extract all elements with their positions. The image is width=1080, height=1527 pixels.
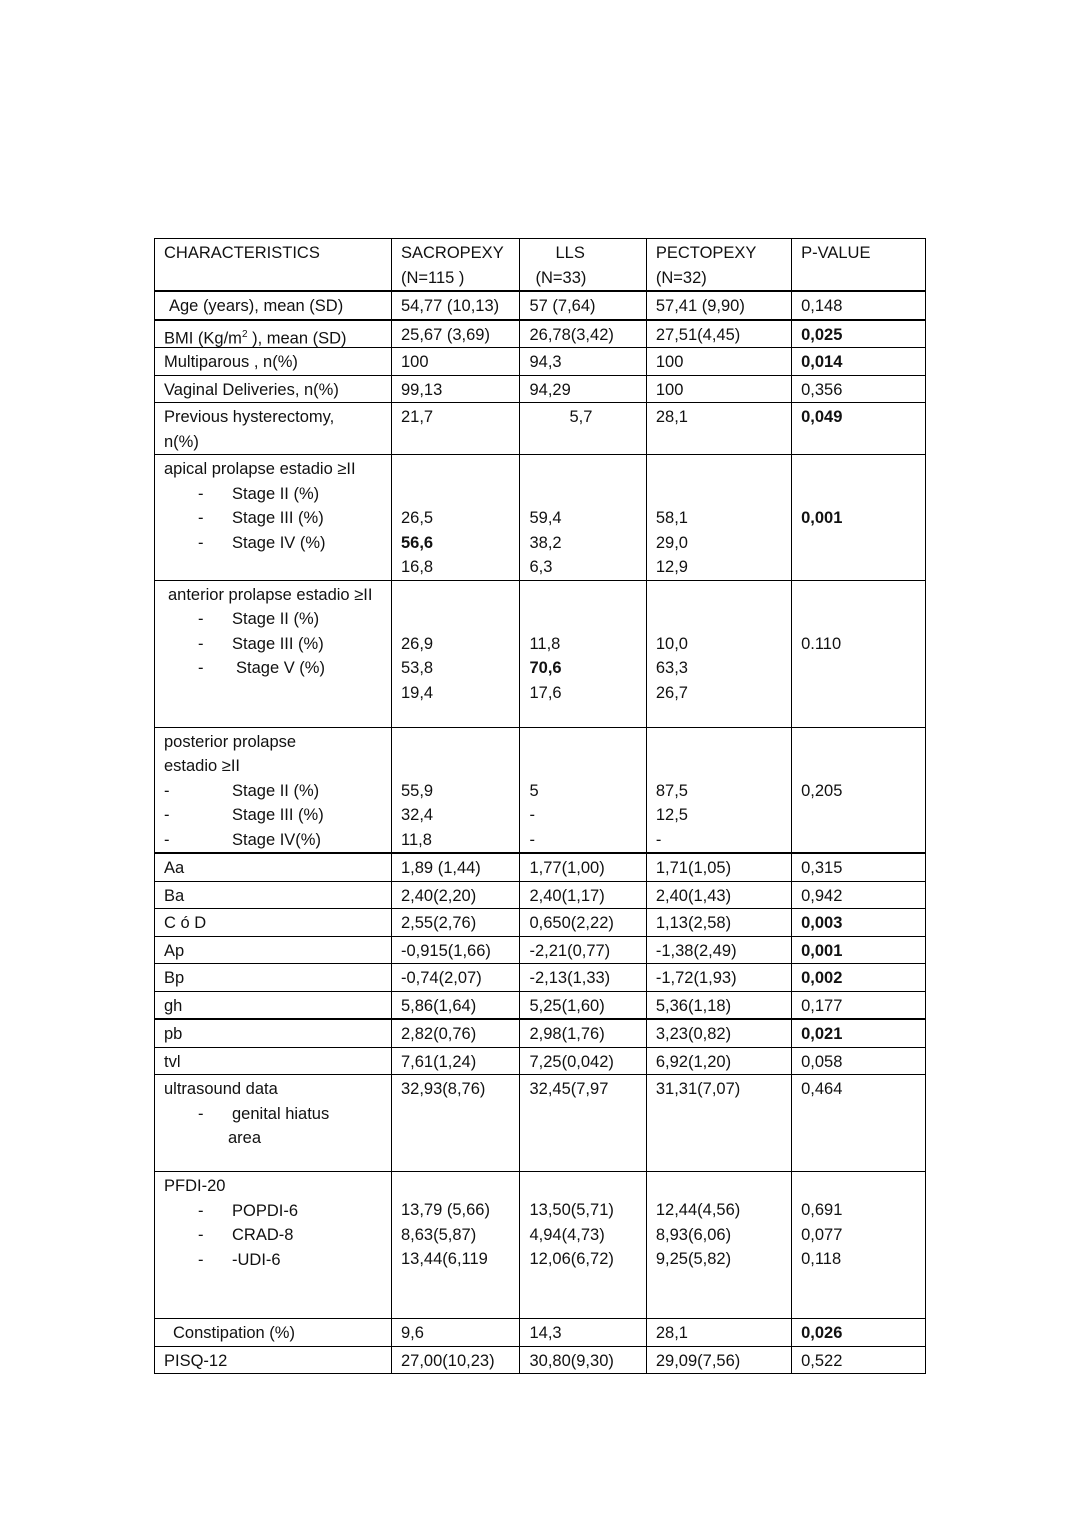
header-lls: LLS (N=33) bbox=[520, 239, 646, 292]
header-pvalue: P-VALUE bbox=[792, 239, 926, 292]
header-characteristics: CHARACTERISTICS bbox=[155, 239, 392, 292]
table-row: tvl 7,61(1,24) 7,25(0,042) 6,92(1,20) 0,058 bbox=[155, 1047, 926, 1075]
table-row-ultrasound: ultrasound data - genital hiatus area 32,93(8,76) 32,45(7,97 31,31(7,07) 0,464 bbox=[155, 1075, 926, 1172]
table-row-posterior: posterior prolapse estadio ≥II - Stage II (%) - Stage III (%) - Stage IV(%) 55,9 32,4 11,8 5 - - 87,5 12,5 - 0,205 bbox=[155, 727, 926, 853]
table-row: Ba 2,40(2,20) 2,40(1,17) 2,40(1,43) 0,942 bbox=[155, 881, 926, 909]
table-row-pfdi: PFDI-20 - POPDI-6 - CRAD-8 - -UDI-6 13,79 (5,66) 8,63(5,87) 13,44(6,119 13,50(5,71) 4,94(4,73) 12,06(6,72) 12,44(4,56) 8,93(6,06) 9,25(5,82) 0,691 0,077 0,118 bbox=[155, 1172, 926, 1319]
table-row: Multiparous , n(%) 100 94,3 100 0,014 bbox=[155, 348, 926, 376]
table-row: Vaginal Deliveries, n(%) 99,13 94,29 100 0,356 bbox=[155, 375, 926, 403]
header-pectopexy: PECTOPEXY (N=32) bbox=[646, 239, 791, 292]
table-row: C ó D 2,55(2,76) 0,650(2,22) 1,13(2,58) 0,003 bbox=[155, 909, 926, 937]
table-row: Aa 1,89 (1,44) 1,77(1,00) 1,71(1,05) 0,315 bbox=[155, 853, 926, 881]
table-row: Previous hysterectomy, n(%) 21,7 5,7 28,1 0,049 bbox=[155, 403, 926, 455]
table-row: pb 2,82(0,76) 2,98(1,76) 3,23(0,82) 0,021 bbox=[155, 1019, 926, 1047]
table-row-apical: apical prolapse estadio ≥II - Stage II (%) - Stage III (%) - Stage IV (%) 26,5 56,6 16,8 59,4 38,2 6,3 58,1 29,0 12,9 0,001 bbox=[155, 455, 926, 581]
header-row bbox=[155, 239, 926, 292]
table-row: Bp -0,74(2,07) -2,13(1,33) -1,72(1,93) 0,002 bbox=[155, 964, 926, 992]
table-row: Age (years), mean (SD) 54,77 (10,13) 57 (7,64) 57,41 (9,90) 0,148 bbox=[155, 291, 926, 320]
table-row: gh 5,86(1,64) 5,25(1,60) 5,36(1,18) 0,177 bbox=[155, 991, 926, 1019]
table-row: Ap -0,915(1,66) -2,21(0,77) -1,38(2,49) 0,001 bbox=[155, 936, 926, 964]
characteristics-table bbox=[154, 238, 926, 1374]
header-sacropexy: SACROPEXY (N=115 ) bbox=[392, 239, 520, 292]
table-row: PISQ-12 27,00(10,23) 30,80(9,30) 29,09(7,56) 0,522 bbox=[155, 1346, 926, 1374]
table-row-anterior: anterior prolapse estadio ≥II - Stage II (%) - Stage III (%) - Stage V (%) 26,9 53,8 19,4 11,8 70,6 17,6 10,0 63,3 26,7 0.110 bbox=[155, 580, 926, 727]
table-row: BMI ($Kg/m^2$ ), mean (SD) 25,67 (3,69) 26,78(3,42) 27,51(4,45) 0,025 bbox=[155, 320, 926, 348]
table-row: Constipation (%) 9,6 14,3 28,1 0,026 bbox=[155, 1319, 926, 1347]
